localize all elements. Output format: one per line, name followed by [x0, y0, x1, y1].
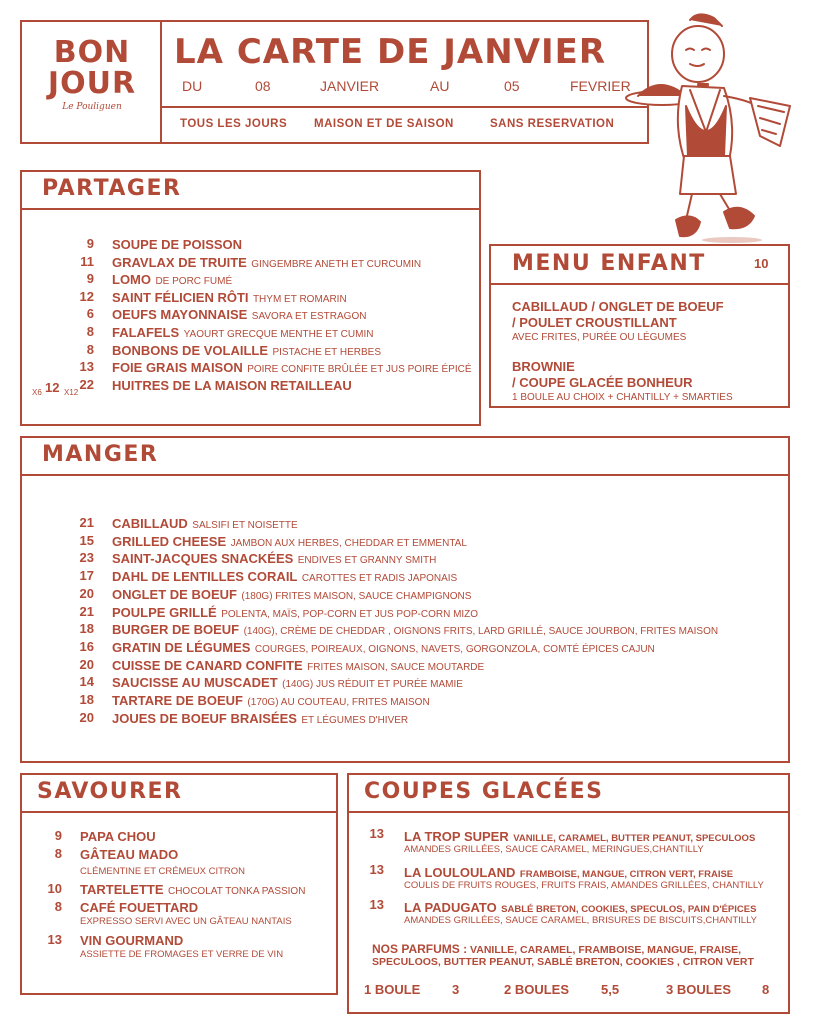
- manger-item: [112, 533, 467, 551]
- manger-item: [112, 550, 436, 568]
- coupe-item-name: LA TROP SUPER: [404, 829, 509, 844]
- manger-item: [112, 621, 718, 639]
- coupe-item-name: LA LOULOULAND: [404, 865, 516, 880]
- manger-item-price: 15: [79, 532, 94, 548]
- partager-item: [112, 342, 381, 360]
- partager-item-name: HUITRES DE LA MAISON RETAILLEAU: [112, 377, 352, 393]
- partager-item-price: 9: [86, 271, 94, 287]
- savourer-item: [80, 932, 183, 950]
- tag-sans-reservation: SANS RESERVATION: [490, 118, 615, 130]
- manger-item-name: GRILLED CHEESE: [112, 533, 227, 549]
- partager-item: [112, 377, 352, 395]
- enfant-line2: / POULET CROUSTILLANT: [512, 315, 677, 330]
- partager-item-name: SOUPE DE POISSON: [112, 237, 243, 252]
- savourer-item: [80, 846, 178, 864]
- partager-item-desc: POIRE CONFITE BRÛLÉE ET JUS POIRE ÉPICÉ: [247, 364, 472, 376]
- manger-item-desc: ENDIVES ET GRANNY SMITH: [297, 555, 437, 567]
- enfant-line6: 1 BOULE AU CHOIX + CHANTILLY + SMARTIES: [512, 392, 733, 403]
- manger-item-name: SAINT-JACQUES SNACKÉES: [112, 551, 294, 567]
- manger-item-name: CABILLAUD: [112, 516, 188, 531]
- coupe-item-desc: SABLÉ BRETON, COOKIES, SPECULOS, PAIN D'ÉPICES: [501, 904, 757, 915]
- manger-title: MANGER: [42, 442, 159, 467]
- brand-line1: BON: [53, 35, 131, 70]
- savourer-item-name: PAPA CHOU: [80, 829, 156, 844]
- coupe-item-name: LA PADUGATO: [404, 900, 497, 915]
- oyster-x6-price: 12: [45, 380, 60, 395]
- enfant-line5: / COUPE GLACÉE BONHEUR: [512, 375, 693, 390]
- manger-item-desc: (170G) AU COUTEAU, FRITES MAISON: [247, 697, 430, 708]
- partager-item-name: FOIE GRAIS MAISON: [112, 360, 243, 376]
- partager-item-price: 11: [80, 253, 94, 269]
- manger-item-desc: CAROTTES ET RADIS JAPONAIS: [301, 573, 458, 585]
- manger-item-name: GRATIN DE LÉGUMES: [112, 639, 251, 655]
- manger-item: [112, 604, 478, 622]
- manger-item: [112, 692, 430, 710]
- date-au: AU: [430, 78, 450, 94]
- boule-2-label: 2 BOULES: [504, 982, 570, 997]
- date-row: [182, 78, 629, 96]
- partager-item-price: 8: [86, 324, 94, 339]
- coupe-item-desc: VANILLE, CARAMEL, BUTTER PEANUT, SPECULOOS: [513, 833, 756, 844]
- manger-item-desc: (140G) JUS RÉDUIT ET PURÉE MAMIE: [282, 679, 463, 691]
- manger-item-name: JOUES DE BOEUF BRAISÉES: [112, 710, 297, 726]
- date-start-month: JANVIER: [320, 78, 380, 94]
- manger-item-price: 21: [79, 515, 94, 530]
- manger-item: [112, 568, 457, 586]
- manger-item-desc: (180G) FRITES MAISON, SAUCE CHAMPIGNONS: [241, 590, 472, 602]
- parfums: [372, 942, 782, 968]
- partager-item: [112, 359, 472, 377]
- boule-1-label: 1 BOULE: [364, 982, 421, 997]
- manger-item: [112, 674, 463, 692]
- savourer-item-sub: ASSIETTE DE FROMAGES ET VERRE DE VIN: [80, 949, 284, 960]
- manger-item-name: SAUCISSE AU MUSCADET: [112, 675, 278, 691]
- manger-item: [112, 657, 484, 675]
- savourer-item: [80, 881, 305, 899]
- manger-item-price: 18: [79, 621, 94, 637]
- partager-item-desc: DE PORC FUMÉ: [155, 276, 233, 288]
- savourer-item-price: 9: [54, 828, 62, 843]
- parfums-label: NOS PARFUMS :: [372, 942, 468, 956]
- savourer-item-sub: EXPRESSO SERVI AVEC UN GÂTEAU NANTAIS: [80, 916, 292, 927]
- partager-item-name: BONBONS DE VOLAILLE: [112, 342, 269, 358]
- manger-item: [112, 639, 655, 657]
- date-end-month: FEVRIER: [570, 78, 631, 94]
- brand-logo: [34, 35, 150, 112]
- partager-item-name: FALAFELS: [112, 325, 180, 340]
- boule-2-price: 5,5: [601, 982, 620, 997]
- coupes-rule: [347, 811, 790, 813]
- savourer-item-price: 13: [47, 932, 62, 947]
- boules-row: [364, 982, 784, 1000]
- coupes-box: [347, 773, 790, 1014]
- manger-item: [112, 515, 298, 533]
- partager-rule: [20, 208, 481, 210]
- enfant-price: 10: [754, 256, 769, 271]
- savourer-item-name: CAFÉ FOUETTARD: [80, 900, 199, 915]
- partager-item-name: LOMO: [112, 272, 151, 288]
- partager-item-price: 12: [79, 288, 94, 304]
- partager-item-name: GRAVLAX DE TRUITE: [112, 254, 247, 270]
- partager-item: [112, 254, 421, 272]
- partager-item-desc: GINGEMBRE ANETH ET CURCUMIN: [251, 258, 422, 270]
- manger-item: [112, 586, 471, 604]
- brand-sub: Le Pouliguen: [62, 102, 122, 112]
- oyster-x6-label: X6: [32, 388, 42, 397]
- savourer-item-price: 8: [54, 899, 62, 914]
- savourer-item-sub: CLÉMENTINE ET CRÉMEUX CITRON: [80, 866, 246, 877]
- partager-item-price: 13: [79, 359, 94, 375]
- manger-item-price: 18: [79, 692, 94, 707]
- manger-rule: [20, 474, 790, 476]
- manger-item-desc: SALSIFI ET NOISETTE: [192, 520, 298, 531]
- manger-item-name: TARTARE DE BOEUF: [112, 693, 243, 708]
- coupe-item-sub: AMANDES GRILLÉES, SAUCE CARAMEL, MERINGUES,CHANTILLY: [404, 844, 704, 855]
- parfums-line2: SPECULOOS, BUTTER PEANUT, SABLÉ BRETON, COOKIES , CITRON VERT: [372, 956, 754, 968]
- partager-item-name: SAINT FÉLICIEN RÔTI: [112, 289, 249, 305]
- date-end-day: 05: [504, 78, 520, 94]
- date-du: DU: [182, 78, 203, 94]
- manger-item: [112, 710, 408, 728]
- savourer-item-name: GÂTEAU MADO: [80, 847, 179, 862]
- manger-item-price: 17: [79, 568, 94, 584]
- savourer-item-price: 8: [54, 846, 62, 861]
- coupe-item-price: 13: [369, 826, 384, 841]
- enfant-line3: AVEC FRITES, PURÉE OU LÉGUMES: [512, 332, 687, 343]
- manger-item-desc: COURGES, POIREAUX, OIGNONS, NAVETS, GORGONZOLA, COMTÉ ÉPICES CAJUN: [254, 643, 655, 655]
- partager-item-desc: THYM ET ROMARIN: [252, 293, 347, 305]
- manger-item-desc: (140G), CRÈME DE CHEDDAR , OIGNONS FRITS, LARD GRILLÉ, SAUCE JOURBON, FRITES MAISON: [243, 626, 719, 638]
- boule-3-label: 3 BOULES: [666, 982, 732, 997]
- partager-item-price: 6: [86, 306, 94, 322]
- manger-item-name: BURGER DE BOEUF: [112, 622, 240, 638]
- manger-item-price: 20: [79, 709, 94, 725]
- coupe-item-sub: AMANDES GRILLÉES, SAUCE CARAMEL, BRISURES DE BISCUITS,CHANTILLY: [404, 915, 757, 926]
- savourer-rule: [20, 811, 338, 813]
- savourer-item: [80, 828, 156, 846]
- enfant-line1: CABILLAUD / ONGLET DE BOEUF: [512, 299, 724, 314]
- date-start-day: 08: [255, 78, 271, 94]
- partager-item: [112, 236, 242, 254]
- manger-item-desc: ET LÉGUMES D'HIVER: [301, 714, 409, 726]
- savourer-item-desc: CHOCOLAT TONKA PASSION: [167, 886, 306, 897]
- manger-item-price: 21: [79, 603, 94, 619]
- manger-item-name: DAHL DE LENTILLES CORAIL: [112, 569, 298, 585]
- header-divider: [160, 20, 162, 144]
- boule-3-price: 8: [762, 982, 770, 997]
- coupe-item-price: 13: [369, 897, 384, 912]
- manger-item-price: 23: [79, 550, 94, 566]
- partager-item-price: 9: [86, 236, 94, 251]
- partager-item-desc: SAVORA ET ESTRAGON: [251, 311, 367, 323]
- partager-item-desc: PISTACHE ET HERBES: [272, 346, 382, 358]
- manger-item-price: 16: [79, 638, 94, 654]
- coupe-item-sub: COULIS DE FRUITS ROUGES, FRUITS FRAIS, AMANDES GRILLÉES, CHANTILLY: [404, 880, 764, 891]
- partager-item: [112, 306, 366, 324]
- manger-item-price: 20: [79, 656, 94, 672]
- savourer-title: SAVOURER: [37, 779, 183, 804]
- manger-item-price: 20: [79, 585, 94, 601]
- partager-item: [112, 324, 373, 342]
- tag-tous-les-jours: TOUS LES JOURS: [180, 118, 288, 130]
- oyster-x12-label: X12: [64, 388, 79, 397]
- partager-item-desc: YAOURT GRECQUE MENTHE ET CUMIN: [183, 329, 374, 340]
- enfant-title: MENU ENFANT: [512, 251, 706, 276]
- savourer-item-price: 10: [47, 881, 62, 896]
- manger-item-name: CUISSE DE CANARD CONFITE: [112, 657, 303, 673]
- partager-title: PARTAGER: [42, 176, 182, 201]
- parfums-line1: VANILLE, CARAMEL, FRAMBOISE, MANGUE, FRAISE,: [470, 944, 742, 956]
- savourer-item-name: TARTELETTE: [80, 882, 164, 897]
- manger-item-desc: FRITES MAISON, SAUCE MOUTARDE: [307, 661, 485, 673]
- savourer-item-name: VIN GOURMAND: [80, 933, 184, 948]
- tag-maison: MAISON ET DE SAISON: [314, 118, 454, 130]
- manger-item-desc: POLENTA, MAÏS, POP-CORN ET JUS POP-CORN MIZO: [221, 608, 479, 620]
- waiter-mascot-icon: [620, 6, 805, 246]
- partager-item-price: 22: [79, 376, 94, 392]
- savourer-item: [80, 899, 198, 917]
- coupes-title: COUPES GLACÉES: [364, 779, 604, 804]
- coupe-item-desc: FRAMBOISE, MANGUE, CITRON VERT, FRAISE: [519, 869, 734, 880]
- manger-item-name: POULPE GRILLÉ: [112, 604, 217, 620]
- coupe-item-price: 13: [369, 862, 384, 877]
- enfant-rule: [489, 283, 790, 285]
- brand-line2: JOUR: [47, 66, 137, 101]
- boule-1-price: 3: [452, 982, 460, 997]
- partager-item-name: OEUFS MAYONNAISE: [112, 307, 248, 323]
- header-rule-1: [160, 106, 649, 108]
- partager-item-price: 8: [86, 341, 94, 357]
- manger-item-desc: JAMBON AUX HERBES, CHEDDAR ET EMMENTAL: [230, 537, 467, 549]
- partager-item: [112, 271, 232, 289]
- manger-item-price: 14: [79, 674, 94, 690]
- page-title: LA CARTE DE JANVIER: [174, 32, 607, 72]
- partager-item: [112, 289, 347, 307]
- enfant-line4: BROWNIE: [512, 359, 575, 374]
- manger-item-name: ONGLET DE BOEUF: [112, 586, 237, 602]
